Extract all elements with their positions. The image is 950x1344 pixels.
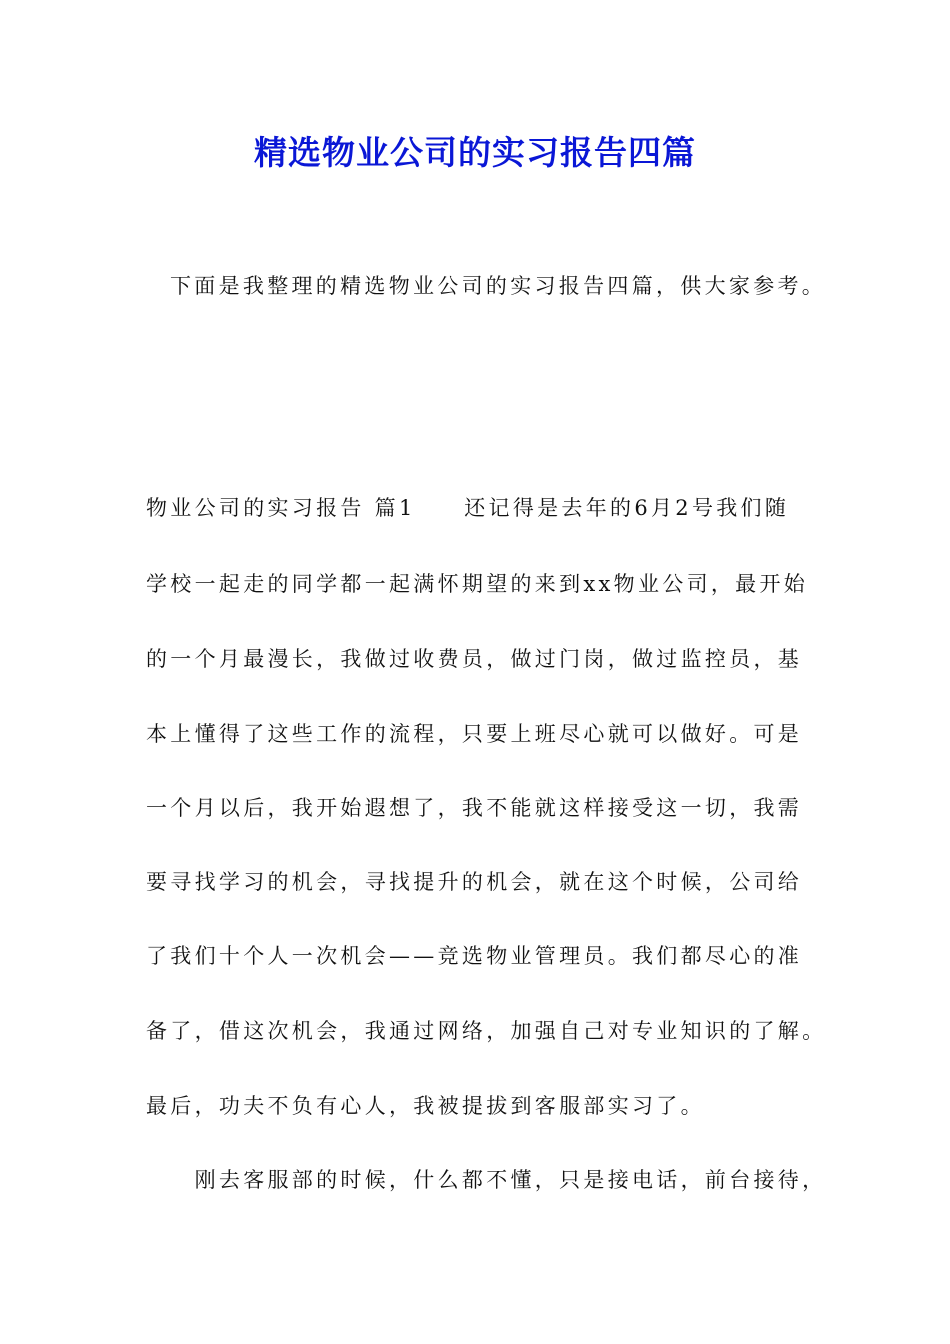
body-line: 刚去客服部的时候，什么都不懂，只是接电话，前台接待，: [146, 1168, 827, 1192]
body-line: 一个月以后，我开始遐想了，我不能就这样接受这一切，我需: [146, 796, 803, 820]
body-line: 学校一起走的同学都一起满怀期望的来到xx物业公司，最开始: [146, 572, 809, 596]
body-line: 了我们十个人一次机会——竞选物业管理员。我们都尽心的准: [146, 944, 803, 968]
document-title: 精选物业公司的实习报告四篇: [254, 133, 696, 172]
body-line: 物业公司的实习报告 篇1 还记得是去年的6月2号我们随: [146, 496, 790, 520]
body-line: 要寻找学习的机会，寻找提升的机会，就在这个时候，公司给: [146, 870, 803, 894]
intro-paragraph: 下面是我整理的精选物业公司的实习报告四篇，供大家参考。: [170, 274, 827, 298]
body-line: 的一个月最漫长，我做过收费员，做过门岗，做过监控员，基: [146, 647, 803, 671]
body-line: 备了，借这次机会，我通过网络，加强自己对专业知识的了解。: [146, 1019, 827, 1043]
body-line: 本上懂得了这些工作的流程，只要上班尽心就可以做好。可是: [146, 722, 803, 746]
body-line: 最后，功夫不负有心人，我被提拔到客服部实习了。: [146, 1094, 705, 1118]
